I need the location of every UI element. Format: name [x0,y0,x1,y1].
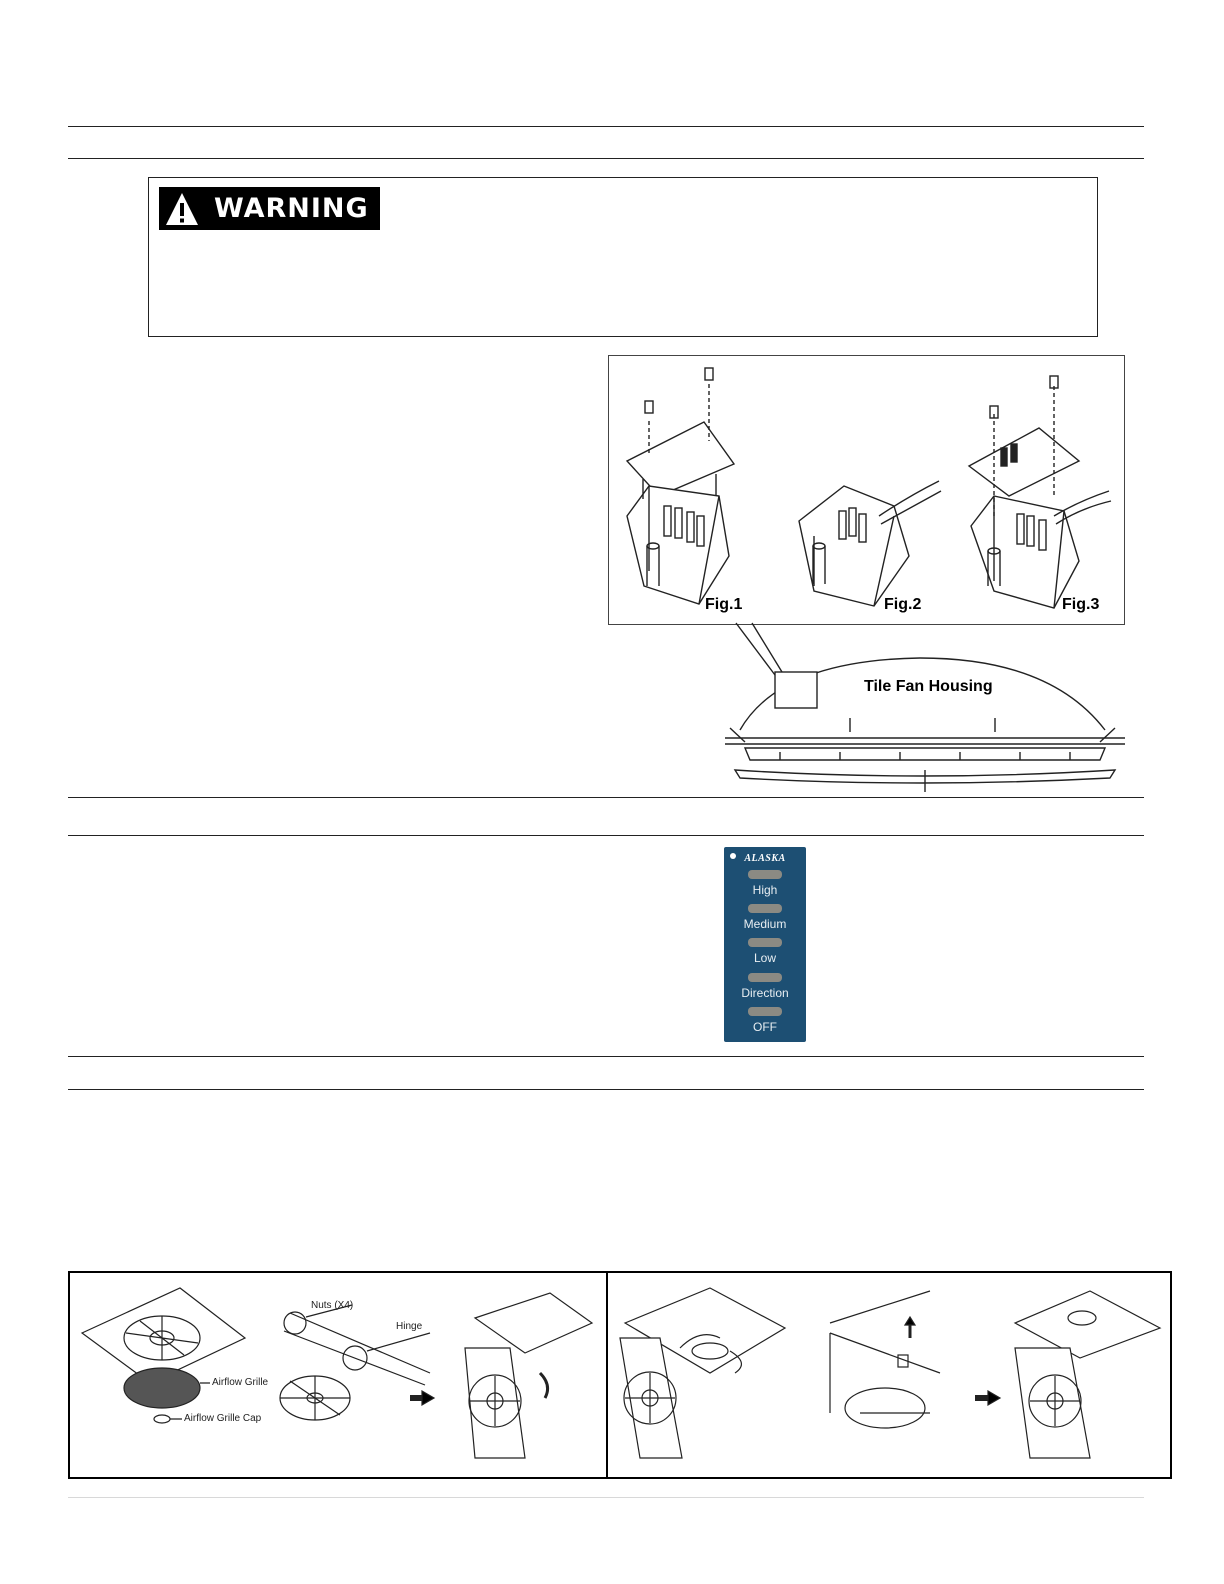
off-label: OFF [753,1020,777,1034]
brand-logo: ALASKA [744,853,786,864]
housing-label: Tile Fan Housing [864,678,993,695]
warning-triangle-icon [164,191,200,227]
low-button[interactable] [748,938,782,947]
section-rule [68,1089,1144,1090]
warning-label: WARNING [214,193,369,224]
medium-button[interactable] [748,904,782,913]
section-rule [68,1056,1144,1057]
fig3-label: Fig.3 [1062,596,1100,613]
high-label: High [752,883,778,897]
medium-label: Medium [743,917,787,931]
off-button[interactable] [748,1007,782,1016]
nuts-label: Nuts (X4) [311,1300,354,1311]
airflow-grille-label: Airflow Grille [212,1377,269,1388]
footer-rule [68,1497,1144,1498]
section-rule [68,126,1144,127]
section-rule [68,835,1144,836]
section-rule [68,158,1144,159]
direction-label: Direction [741,986,789,1000]
airflow-grille-cap-label: Airflow Grille Cap [184,1413,262,1424]
direction-button[interactable] [748,973,782,982]
section-rule [68,797,1144,798]
fig2-label: Fig.2 [884,596,922,613]
hinge-label: Hinge [396,1321,423,1332]
high-button[interactable] [748,870,782,879]
wiring-figure [608,355,1125,625]
tile-fan-housing-diagram [720,620,1130,795]
fig1-label: Fig.1 [705,596,743,613]
warning-badge [159,187,380,230]
control-panel [724,847,806,1042]
low-label: Low [753,951,776,965]
grille-assembly-diagrams [70,1273,1166,1473]
junction-box-diagrams [609,356,1124,624]
